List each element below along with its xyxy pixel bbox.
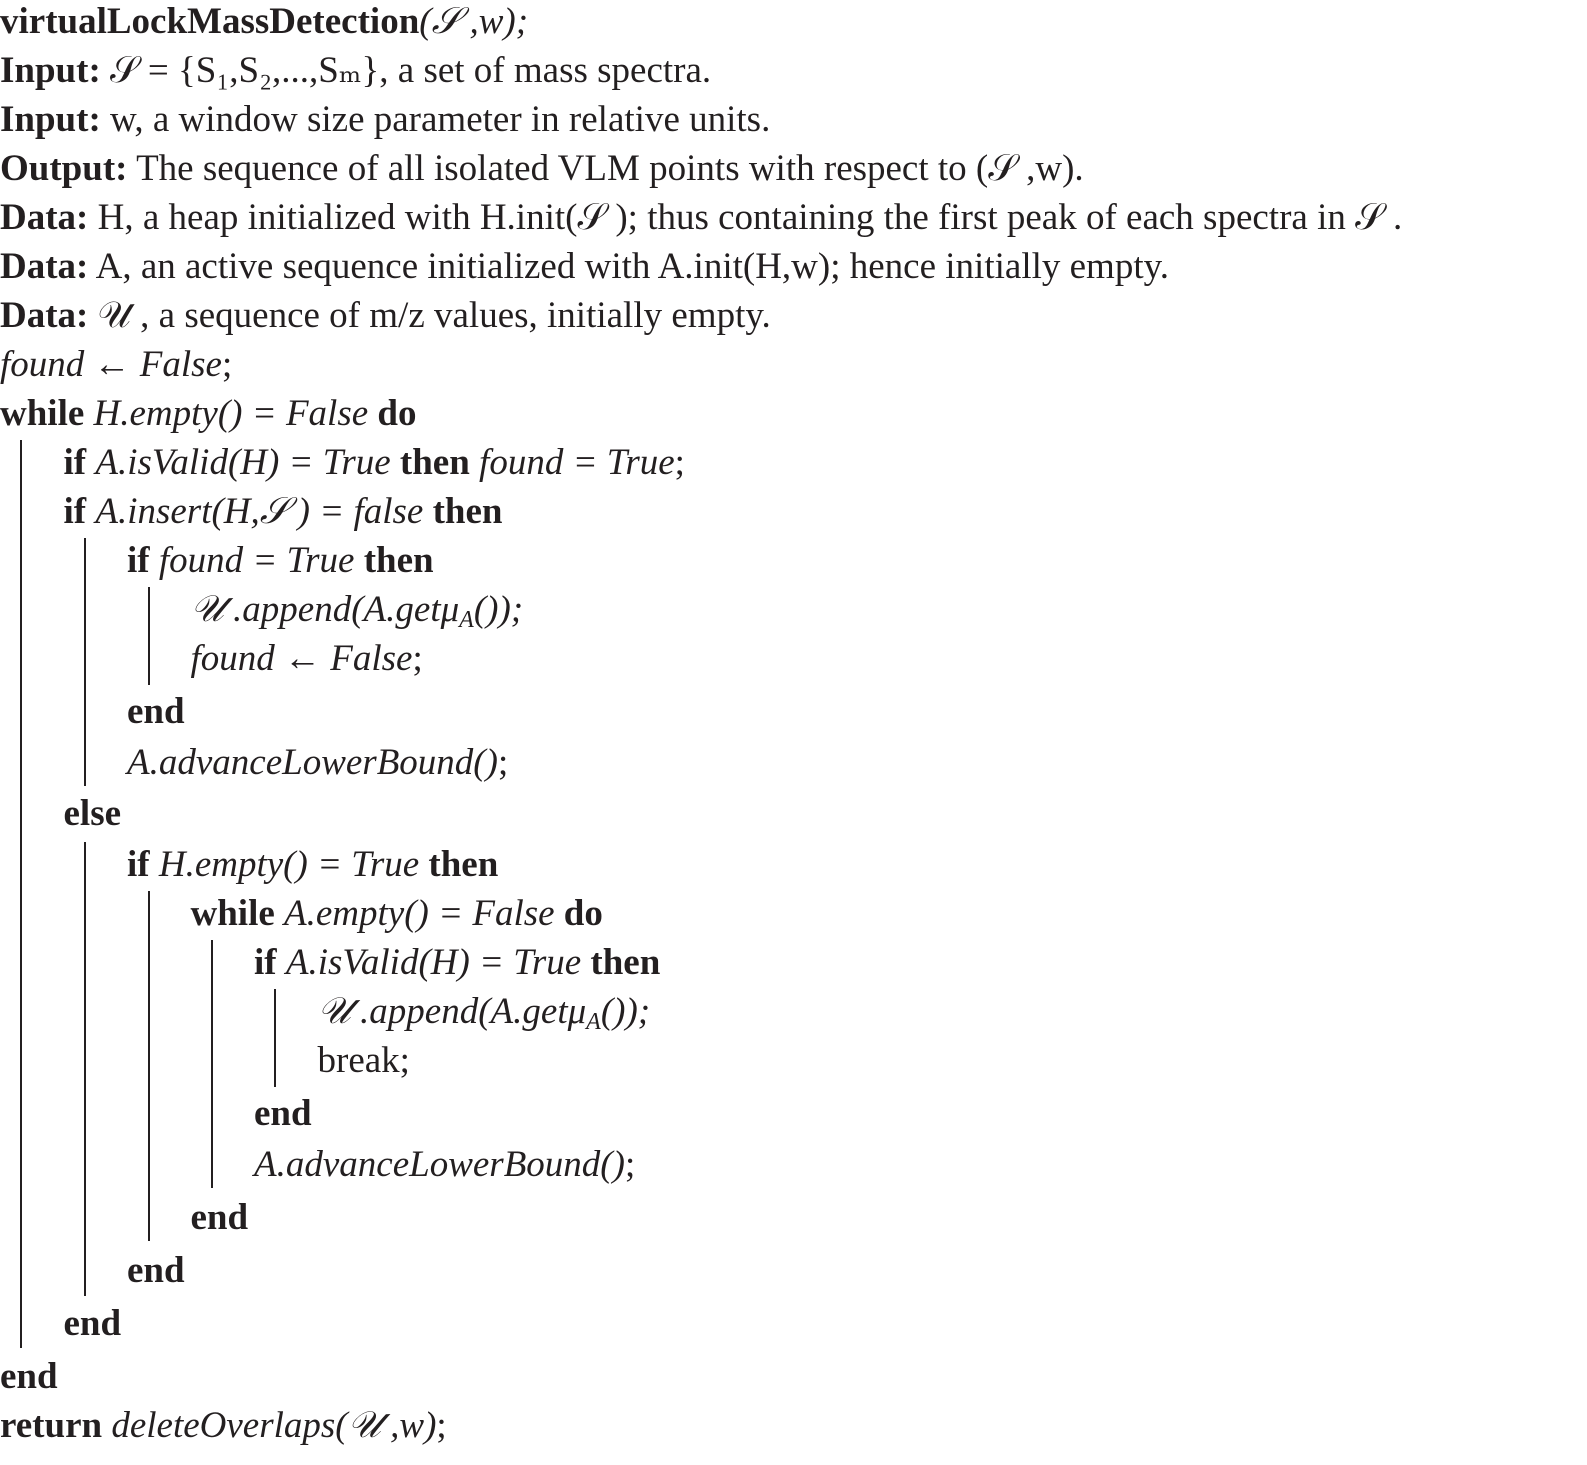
keyword: do (368, 393, 417, 434)
code-text: ; (412, 638, 423, 679)
code-line (127, 843, 498, 887)
block-bar-if-insert (84, 538, 86, 786)
code-line (191, 588, 524, 632)
code-text: ; (497, 742, 509, 783)
keyword: end (0, 1356, 58, 1397)
code-text: A.empty() = False (284, 893, 555, 934)
code-text: H.empty() = False (93, 393, 369, 434)
keyword: end (190, 1197, 249, 1238)
block-bar-else (84, 842, 86, 1296)
keyword: while (190, 893, 285, 934)
keyword: then (581, 942, 661, 983)
code-line (191, 892, 603, 936)
code-text: A.isValid(H) = True (95, 442, 391, 483)
code-text: found ← False (0, 344, 222, 385)
code-text: A (459, 607, 474, 633)
header-data-heap: Data: H, a heap initialized with H.init(𝒮 ); thus containing the first peak of each spectra in 𝒮 . (0, 197, 1403, 238)
function-name: virtualLockMassDetection (0, 1, 420, 42)
code-text: found ← False (190, 638, 413, 679)
code-text: 𝒰 .append(A.getμ (190, 589, 460, 630)
code-line (64, 441, 685, 485)
header-data-sequence: Data: 𝒰 , a sequence of m/z values, initially empty. (0, 295, 771, 336)
header-input-window: Input: w, a window size parameter in relative units. (0, 99, 771, 140)
code-line (191, 637, 423, 681)
code-text: ; (674, 442, 685, 483)
block-bar-if-found (148, 587, 150, 685)
keyword: else (63, 793, 122, 834)
keyword: end (254, 1093, 312, 1134)
code-text: ; (436, 1405, 447, 1446)
code-text: A (586, 1009, 601, 1035)
keyword: if (63, 491, 96, 532)
keyword: return (0, 1405, 112, 1446)
code-line (0, 1355, 58, 1399)
code-line (191, 1196, 249, 1240)
code-line (0, 392, 417, 436)
block-bar-if-heap-empty (148, 891, 150, 1241)
code-text: A.isValid(H) = True (285, 942, 582, 983)
block-bar-if-valid (274, 989, 276, 1087)
code-text: found = True (479, 442, 675, 483)
algorithm-signature (0, 0, 528, 44)
code-line (318, 990, 651, 1034)
keyword: if (127, 540, 159, 581)
keyword: if (254, 942, 286, 983)
code-line (64, 792, 122, 836)
code-text: ()); (473, 589, 524, 630)
keyword: while (0, 393, 94, 434)
keyword: then (423, 491, 503, 532)
keyword: if (63, 442, 96, 483)
code-text: ; (221, 344, 233, 385)
code-line (64, 1302, 122, 1346)
code-text: A.advanceLowerBound() (254, 1144, 625, 1185)
header-output: Output: The sequence of all isolated VLM points with respect to (𝒮 ,w). (0, 148, 1084, 189)
code-line (127, 1249, 185, 1293)
code-text: ; (624, 1144, 636, 1185)
block-bar-while-active (211, 940, 213, 1188)
code-text: A.insert(H,𝒮 ) = false (95, 491, 424, 532)
block-bar-while (20, 440, 22, 1348)
keyword: end (127, 1250, 185, 1291)
keyword: then (354, 540, 434, 581)
code-line (0, 343, 232, 387)
code-line (254, 941, 660, 985)
code-text: H.empty() = True (158, 844, 420, 885)
keyword: end (127, 691, 185, 732)
keyword: end (63, 1303, 122, 1344)
code-line (64, 490, 503, 534)
code-text: deleteOverlaps(𝒰 ,w) (111, 1405, 437, 1446)
keyword: if (127, 844, 159, 885)
code-line (127, 539, 434, 583)
code-text: A.advanceLowerBound() (127, 742, 498, 783)
code-line (0, 1404, 447, 1448)
code-line (318, 1039, 410, 1083)
code-line (254, 1143, 635, 1187)
code-text: found = True (158, 540, 355, 581)
code-text: ()); (600, 991, 651, 1032)
function-args: (𝒮 ,w); (419, 1, 529, 42)
keyword: then (390, 442, 480, 483)
code-line (127, 690, 185, 734)
header-input-spectra: Input: 𝒮 = {S₁,S₂,...,Sₘ}, a set of mass spectra. (0, 50, 712, 91)
code-line (254, 1092, 312, 1136)
keyword: then (419, 844, 499, 885)
code-text: break; (317, 1040, 410, 1081)
code-line (127, 741, 508, 785)
code-text: 𝒰 .append(A.getμ (317, 991, 587, 1032)
header-data-active: Data: A, an active sequence initialized with A.init(H,w); hence initially empty. (0, 246, 1169, 287)
keyword: do (554, 893, 603, 934)
